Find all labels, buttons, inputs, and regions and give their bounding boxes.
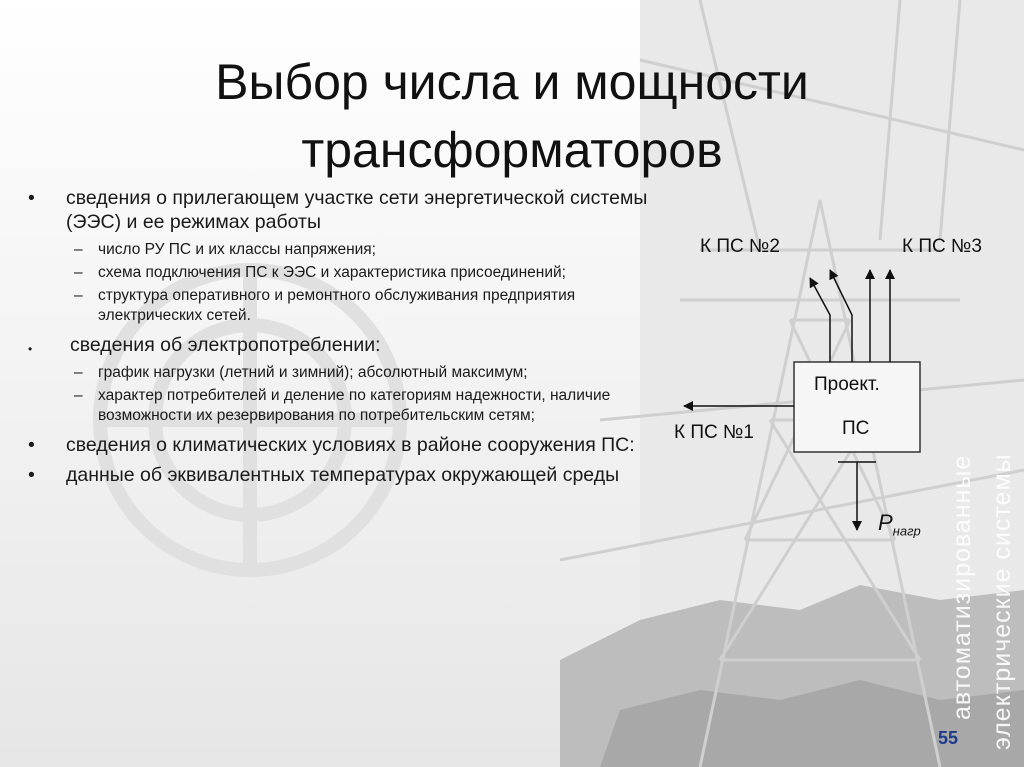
bullet-climate: • сведения о климатических условиях в районе сооружения ПС: xyxy=(28,434,635,456)
bullet-icon: • xyxy=(28,187,35,209)
bullet-list xyxy=(28,186,668,493)
title-line-2: трансформаторов xyxy=(301,122,723,178)
load-label: $P_{нагр}$ xyxy=(878,510,921,539)
sub-bullet: – число РУ ПС и их классы напряжения; xyxy=(74,241,376,258)
sub-bullet: – характер потребителей и деление по категориям надежности, наличие возможности их резервирования по потребительским сетям; xyxy=(74,387,611,424)
bullet-temperatures: • данные об эквивалентных температурах окружающей среды xyxy=(28,464,620,486)
page-title xyxy=(0,48,1024,184)
label-ps3: К ПС №3 xyxy=(902,236,982,257)
page-number: 55 xyxy=(938,728,959,748)
box-label-project: Проект. xyxy=(814,374,880,395)
bullet-power-consumption: • сведения об электропотреблении: xyxy=(28,333,668,357)
bullet-icon: • xyxy=(28,434,35,456)
bullet-network-info: • сведения о прилегающем участке сети энергетической системы (ЭЭС) и ее режимах работы xyxy=(28,187,648,233)
sub-bullet: – график нагрузки (летний и зимний); абсолютный максимум; xyxy=(74,364,528,381)
sub-bullet: – схема подключения ПС к ЭЭС и характеристика присоединений; xyxy=(74,264,566,281)
title-line-1: Выбор числа и мощности xyxy=(215,54,809,110)
dash-icon: – xyxy=(74,364,83,381)
label-ps1: К ПС №1 xyxy=(674,422,754,443)
bullet-icon: • xyxy=(28,342,33,356)
arrow-to-ps2-a xyxy=(810,278,830,362)
label-ps2: К ПС №2 xyxy=(700,236,780,257)
sub-bullet: – структура оперативного и ремонтного обслуживания предприятия электрических сетей. xyxy=(74,287,576,324)
dash-icon: – xyxy=(74,264,83,281)
bullet-icon: • xyxy=(28,464,35,486)
dash-icon: – xyxy=(74,241,83,258)
watermark-line-2: электрические системы xyxy=(988,453,1016,750)
dash-icon: – xyxy=(74,287,83,304)
dash-icon: – xyxy=(74,387,83,404)
watermark-line-1: автоматизированные xyxy=(948,454,976,720)
arrow-to-ps2-b xyxy=(830,270,852,362)
box-label-ps: ПС xyxy=(842,418,870,439)
